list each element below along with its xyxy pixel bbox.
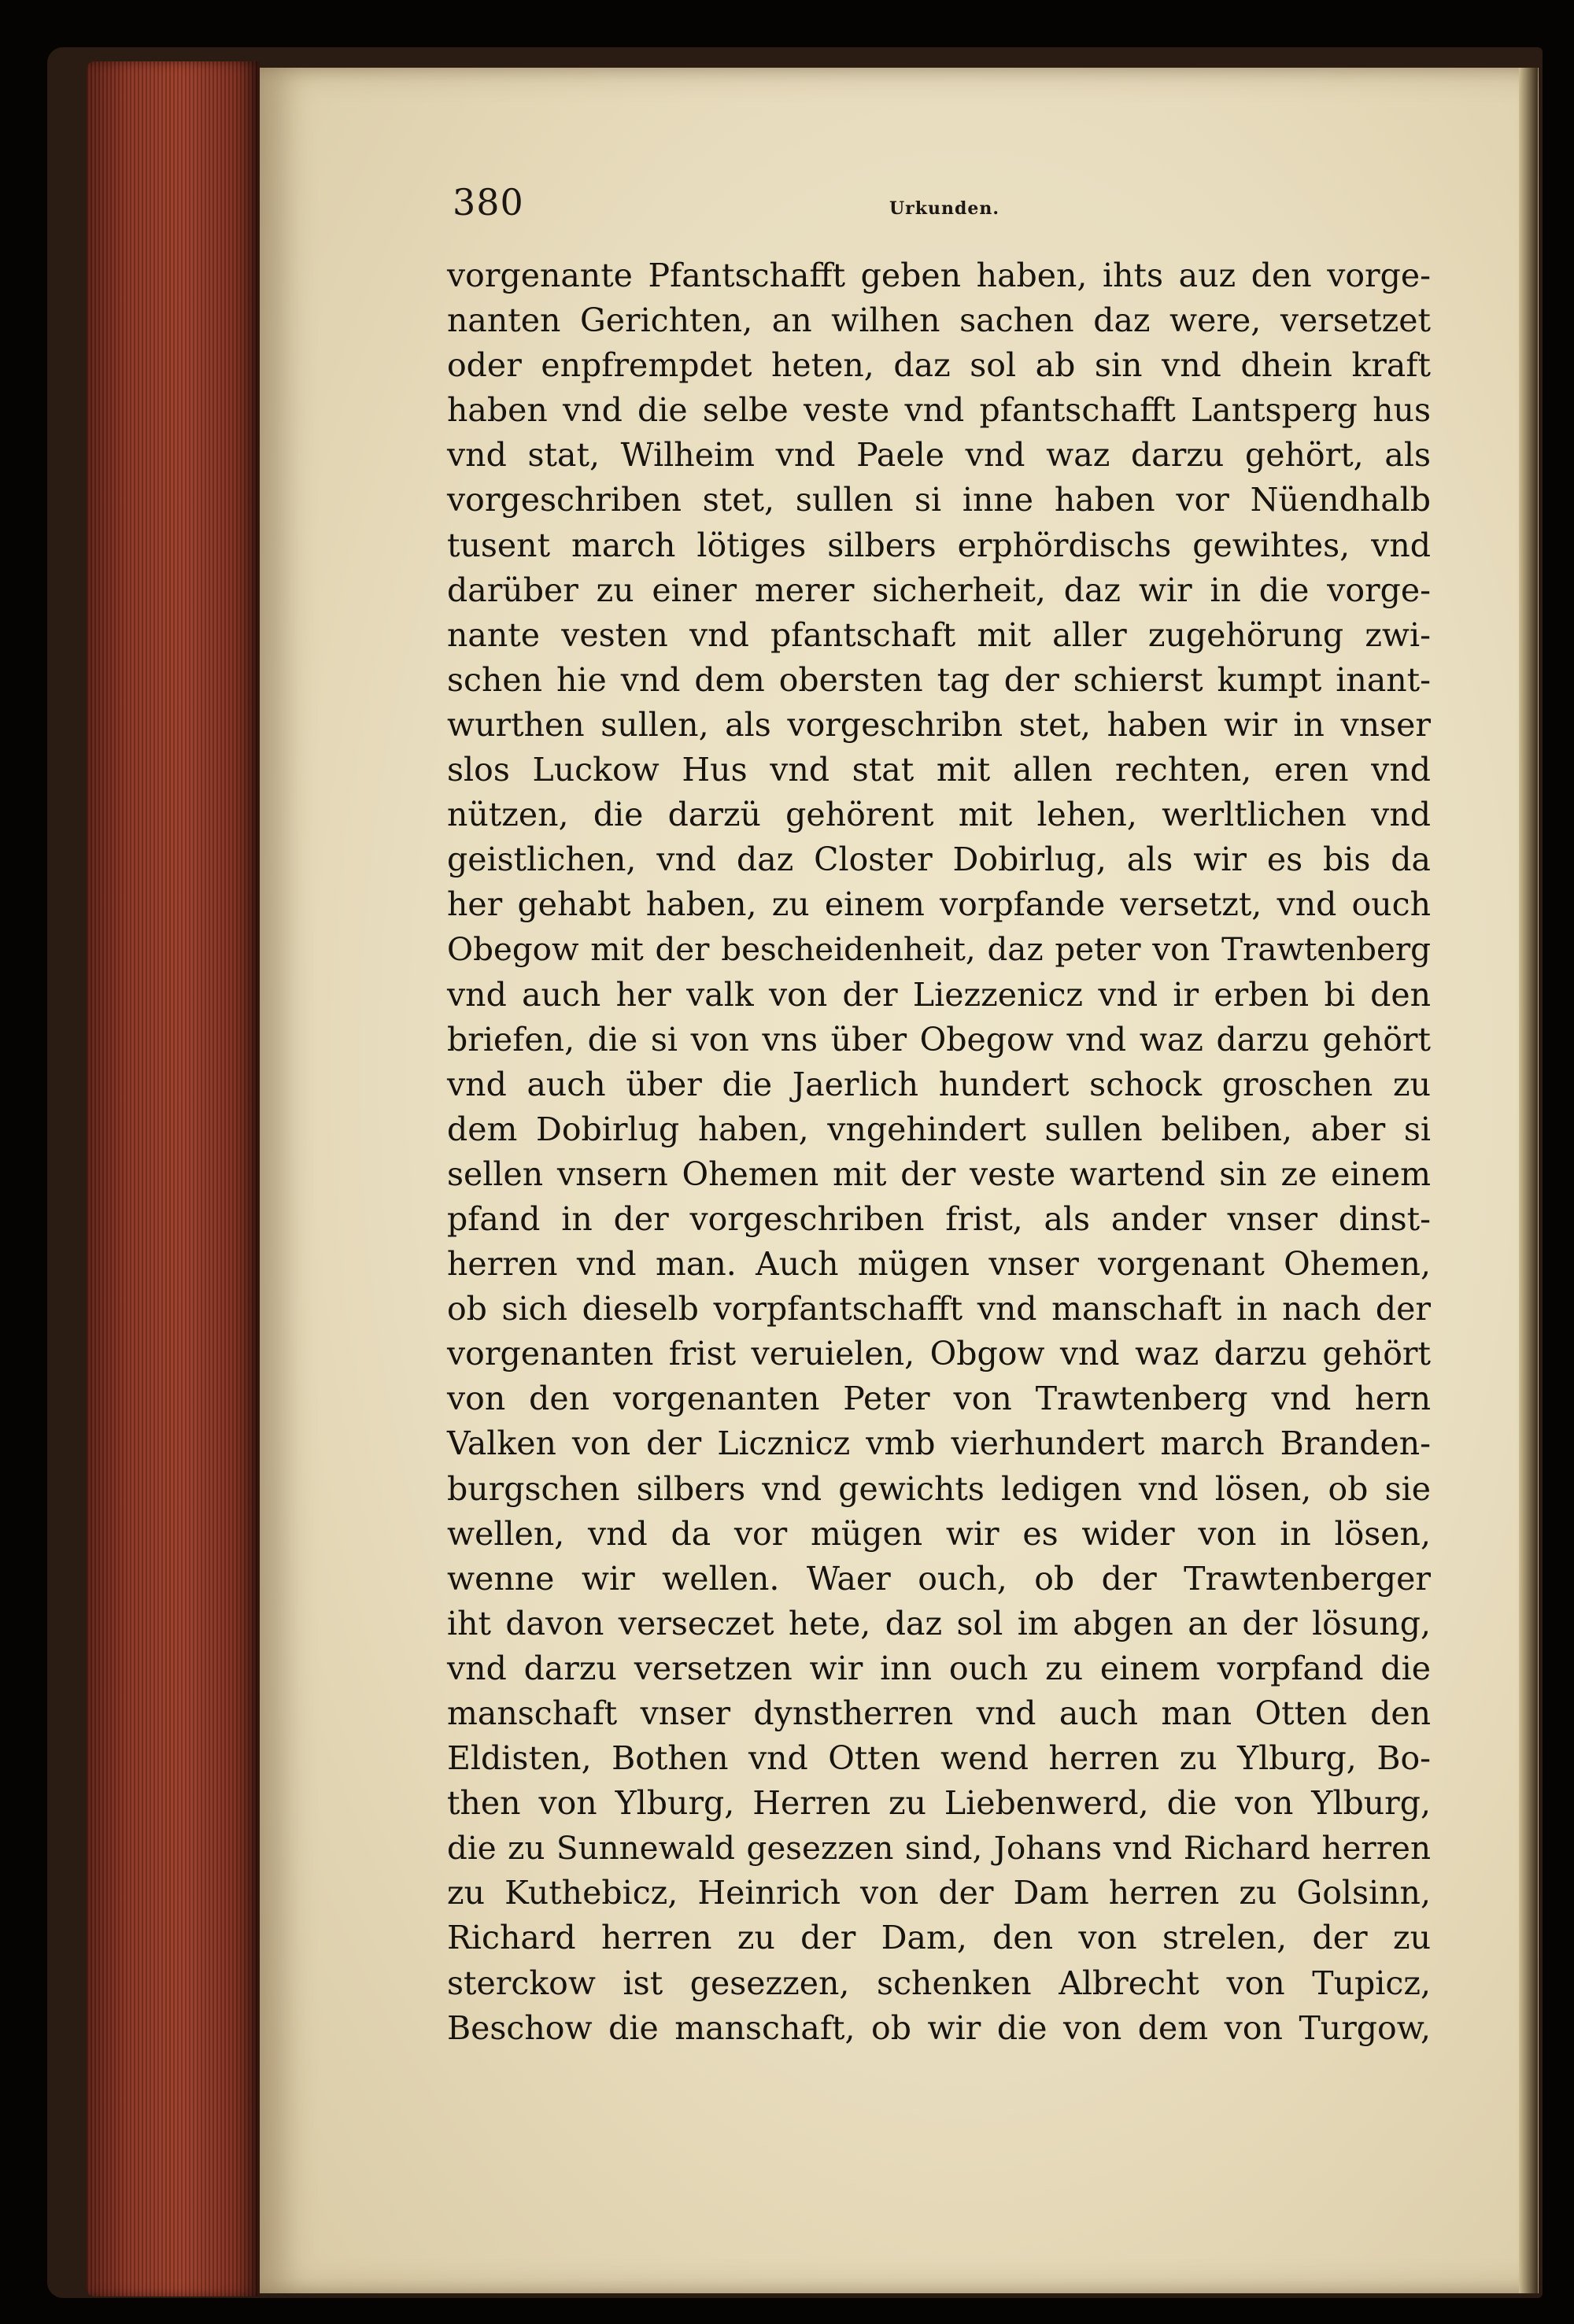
text-line: vorgenanten frist veruielen, Obgow vnd waz darzu gehört (447, 1335, 1431, 1373)
text-line: wurthen sullen, als vorgeschribn stet, haben wir in vnser (447, 705, 1431, 744)
text-line: wenne wir wellen. Waer ouch, ob der Trawtenberger (447, 1559, 1431, 1598)
text-line: vorgenante Pfantschafft geben haben, ihts auz den vorge- (447, 257, 1431, 294)
text-line: then von Ylburg, Herren zu Liebenwerd, die von Ylburg, (447, 1784, 1431, 1823)
running-title: Urkunden. (889, 198, 1000, 219)
text-line: manschaft vnser dynstherren vnd auch man Otten den (447, 1694, 1431, 1732)
text-line: wellen, vnd da vor mügen wir es wider von in lösen, (447, 1514, 1431, 1553)
text-line: die zu Sunnewald gesezzen sind, Johans vnd Richard herren (447, 1829, 1431, 1868)
page-number: 380 (453, 181, 524, 224)
text-line: iht davon verseczet hete, daz sol im abgen an der lösung, (447, 1604, 1431, 1642)
text-line: von den vorgenanten Peter von Trawtenberg vnd hern (447, 1380, 1431, 1418)
text-line: vnd darzu versetzen wir inn ouch zu einem vorpfand die (447, 1649, 1431, 1687)
text-line: oder enpfrempdet heten, daz sol ab sin vnd dhein kraft (447, 346, 1431, 385)
text-line: vorgeschriben stet, sullen si inne haben vor Nüendhalb (447, 481, 1431, 519)
text-line: Richard herren zu der Dam, den von strelen, der zu (447, 1919, 1431, 1957)
text-line: tusent march lötiges silbers erphördischs gewihtes, vnd (447, 526, 1431, 564)
text-line: her gehabt haben, zu einem vorpfande versetzt, vnd ouch (447, 885, 1431, 924)
text-line: Eldisten, Bothen vnd Otten wend herren zu Ylburg, Bo- (447, 1739, 1431, 1778)
text-line: Obegow mit der bescheidenheit, daz peter von Trawtenberg (447, 931, 1431, 969)
text-line: sterckow ist gesezzen, schenken Albrecht von Tupicz, (447, 1964, 1431, 2002)
text-line: ob sich dieselb vorpfantschafft vnd manschaft in nach der (447, 1290, 1431, 1328)
text-line: nante vesten vnd pfantschaft mit aller zugehörung zwi- (447, 615, 1431, 654)
book-gutter (1519, 68, 1538, 2293)
body-text (447, 253, 1431, 2051)
text-line: vnd auch her valk von der Liezzenicz vnd ir erben bi den (447, 975, 1431, 1014)
text-line: geistlichen, vnd daz Closter Dobirlug, als wir es bis da (447, 841, 1431, 879)
text-line: burgschen silbers vnd gewichts ledigen vnd lösen, ob sie (447, 1469, 1431, 1508)
text-line: briefen, die si von vns über Obegow vnd waz darzu gehört (447, 1020, 1431, 1059)
text-line: sellen vnsern Ohemen mit der veste wartend sin ze einem (447, 1155, 1431, 1193)
text-line: nützen, die darzü gehörent mit lehen, werltlichen vnd (447, 796, 1431, 834)
text-line: dem Dobirlug haben, vngehindert sullen beliben, aber si (447, 1110, 1431, 1148)
text-line: Beschow die manschaft, ob wir die von dem von Turgow, (447, 2008, 1431, 2047)
text-line: vnd auch über die Jaerlich hundert schock groschen zu (447, 1065, 1431, 1103)
text-line: haben vnd die selbe veste vnd pfantschafft Lantsperg hus (447, 391, 1431, 430)
text-line: nanten Gerichten, an wilhen sachen daz were, versetzet (447, 301, 1431, 340)
text-line: schen hie vnd dem obersten tag der schierst kumpt inant- (447, 660, 1431, 699)
text-line: herren vnd man. Auch mügen vnser vorgenant Ohemen, (447, 1245, 1431, 1284)
text-line: slos Luckow Hus vnd stat mit allen rechten, eren vnd (447, 751, 1431, 789)
text-line: pfand in der vorgeschriben frist, als ander vnser dinst- (447, 1199, 1431, 1238)
text-line: zu Kuthebicz, Heinrich von der Dam herren zu Golsinn, (447, 1874, 1431, 1912)
text-line: Valken von der Licznicz vmb vierhundert march Branden- (447, 1424, 1431, 1463)
text-line: vnd stat, Wilheim vnd Paele vnd waz darzu gehört, als (447, 436, 1431, 475)
text-line: darüber zu einer merer sicherheit, daz wir in die vorge- (447, 571, 1431, 609)
page-edges (87, 61, 260, 2296)
